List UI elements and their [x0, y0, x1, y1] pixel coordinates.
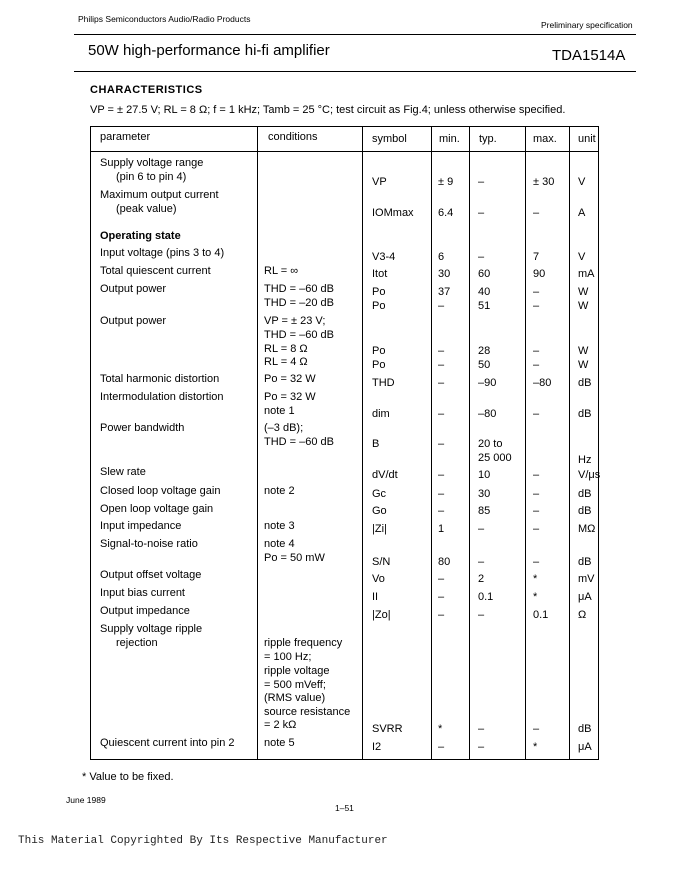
cell-parameter: (peak value): [116, 203, 177, 215]
cell-typ: 30: [478, 488, 491, 500]
cell-parameter: rejection: [116, 637, 158, 649]
cell-typ: 10: [478, 469, 491, 481]
cell-min: 6: [438, 251, 445, 263]
document-title: 50W high-performance hi-fi amplifier: [88, 42, 330, 59]
cell-min: –: [438, 609, 445, 621]
cell-max: –: [533, 207, 540, 219]
table-rule-bottom: [90, 759, 599, 760]
cell-max: –: [533, 523, 540, 535]
cell-symbol: |Zo|: [372, 609, 391, 621]
cell-parameter: Intermodulation distortion: [100, 391, 224, 403]
cell-unit: Hz: [578, 454, 592, 466]
cell-typ: –: [478, 176, 485, 188]
cell-symbol: IOMmax: [372, 207, 414, 219]
cell-typ: –: [478, 609, 485, 621]
cell-conditions: THD = –60 dB: [264, 329, 335, 341]
test-conditions: VP = ± 27.5 V; RL = 8 Ω; f = 1 kHz; Tamb = 25 °C; test circuit as Fig.4; unless otherwise specified.: [90, 104, 566, 116]
table-col-line: [90, 126, 91, 759]
cell-max: –80: [533, 377, 552, 389]
cell-conditions: = 500 mVeff;: [264, 679, 326, 691]
cell-parameter: Closed loop voltage gain: [100, 485, 221, 497]
cell-typ: –: [478, 741, 485, 753]
cell-symbol: THD: [372, 377, 395, 389]
cell-min: 80: [438, 556, 451, 568]
col-header-unit: unit: [578, 133, 596, 145]
cell-typ: –: [478, 207, 485, 219]
cell-typ: 51: [478, 300, 491, 312]
cell-min: –: [438, 469, 445, 481]
cell-unit: V: [578, 176, 586, 188]
cell-max: 7: [533, 251, 540, 263]
cell-typ: 0.1: [478, 591, 494, 603]
cell-unit: W: [578, 286, 589, 298]
table-rule-header: [90, 151, 599, 152]
cell-max: –: [533, 556, 540, 568]
cell-symbol: II: [372, 591, 379, 603]
col-header-parameter: parameter: [100, 131, 151, 143]
cell-min: 30: [438, 268, 451, 280]
cell-conditions: (RMS value): [264, 692, 326, 704]
cell-parameter: Signal-to-noise ratio: [100, 538, 198, 550]
cell-min: 1: [438, 523, 445, 535]
cell-typ: 60: [478, 268, 491, 280]
cell-unit: μA: [578, 741, 592, 753]
cell-max: 90: [533, 268, 546, 280]
cell-symbol: V3-4: [372, 251, 396, 263]
table-col-line: [525, 126, 526, 759]
cell-max: *: [533, 741, 538, 753]
cell-symbol: S/N: [372, 556, 391, 568]
cell-parameter: Power bandwidth: [100, 422, 185, 434]
cell-max: –: [533, 300, 540, 312]
cell-min: –: [438, 505, 445, 517]
cell-typ: 85: [478, 505, 491, 517]
cell-unit: mV: [578, 573, 595, 585]
cell-max: –: [533, 345, 540, 357]
cell-unit: μA: [578, 591, 592, 603]
col-header-min: min.: [439, 133, 460, 145]
cell-typ: –90: [478, 377, 497, 389]
cell-parameter: Output offset voltage: [100, 569, 202, 581]
cell-min: –: [438, 377, 445, 389]
cell-min: –: [438, 488, 445, 500]
cell-symbol: B: [372, 438, 380, 450]
cell-typ: –80: [478, 408, 497, 420]
cell-unit: V: [578, 251, 586, 263]
cell-unit: dB: [578, 723, 592, 735]
cell-unit: dB: [578, 408, 592, 420]
cell-conditions: RL = ∞: [264, 265, 299, 277]
col-header-symbol: symbol: [372, 133, 407, 145]
cell-conditions: = 2 kΩ: [264, 719, 297, 731]
cell-symbol: Po: [372, 359, 386, 371]
cell-max: 0.1: [533, 609, 549, 621]
cell-symbol: Po: [372, 286, 386, 298]
cell-parameter: Supply voltage range: [100, 157, 204, 169]
cell-conditions: ripple frequency: [264, 637, 343, 649]
cell-conditions: THD = –60 dB: [264, 283, 335, 295]
cell-parameter: (pin 6 to pin 4): [116, 171, 187, 183]
page-number: 1–51: [335, 803, 354, 813]
cell-conditions: Po = 50 mW: [264, 552, 325, 564]
copyright-notice: This Material Copyrighted By Its Respective Manufacturer: [18, 835, 388, 847]
cell-max: –: [533, 469, 540, 481]
cell-typ: –: [478, 251, 485, 263]
cell-max: –: [533, 286, 540, 298]
cell-parameter: Supply voltage ripple: [100, 623, 203, 635]
cell-symbol: |Zi|: [372, 523, 387, 535]
cell-max: ± 30: [533, 176, 555, 188]
cell-parameter: Total quiescent current: [100, 265, 211, 277]
cell-unit: MΩ: [578, 523, 596, 535]
table-col-line: [431, 126, 432, 759]
footer-date: June 1989: [66, 795, 106, 805]
cell-parameter: Input impedance: [100, 520, 182, 532]
cell-unit: dB: [578, 488, 592, 500]
company-name: Philips Semiconductors Audio/Radio Products: [78, 14, 251, 24]
table-col-line: [598, 126, 599, 759]
cell-typ: 28: [478, 345, 491, 357]
part-number: TDA1514A: [552, 47, 626, 64]
cell-max: –: [533, 359, 540, 371]
cell-unit: W: [578, 345, 589, 357]
cell-parameter: Operating state: [100, 230, 181, 242]
cell-max: *: [533, 573, 538, 585]
cell-min: 6.4: [438, 207, 454, 219]
cell-conditions: ripple voltage: [264, 665, 330, 677]
cell-symbol: I2: [372, 741, 382, 753]
cell-symbol: Go: [372, 505, 387, 517]
cell-parameter: Total harmonic distortion: [100, 373, 220, 385]
cell-conditions: VP = ± 23 V;: [264, 315, 326, 327]
cell-parameter: Output power: [100, 315, 167, 327]
col-header-conditions: conditions: [268, 131, 318, 143]
cell-unit: dB: [578, 505, 592, 517]
document-status: Preliminary specification: [541, 20, 633, 30]
table-col-line: [469, 126, 470, 759]
cell-unit: W: [578, 359, 589, 371]
cell-min: 37: [438, 286, 451, 298]
cell-typ: 25 000: [478, 452, 512, 464]
cell-max: –: [533, 408, 540, 420]
footnote: * Value to be fixed.: [82, 771, 174, 783]
cell-parameter: Input voltage (pins 3 to 4): [100, 247, 225, 259]
cell-min: *: [438, 723, 443, 735]
cell-min: –: [438, 438, 445, 450]
cell-min: –: [438, 300, 445, 312]
header-rule-top: [74, 34, 636, 35]
table-col-line: [257, 126, 258, 759]
cell-unit: V/μs: [578, 469, 601, 481]
cell-typ: 40: [478, 286, 491, 298]
cell-parameter: Output impedance: [100, 605, 190, 617]
cell-parameter: Quiescent current into pin 2: [100, 737, 235, 749]
cell-unit: Ω: [578, 609, 587, 621]
cell-symbol: Vo: [372, 573, 385, 585]
cell-parameter: Output power: [100, 283, 167, 295]
cell-conditions: note 4: [264, 538, 295, 550]
cell-conditions: THD = –20 dB: [264, 297, 335, 309]
cell-typ: 20 to: [478, 438, 503, 450]
cell-unit: dB: [578, 556, 592, 568]
cell-unit: W: [578, 300, 589, 312]
table-col-line: [569, 126, 570, 759]
header-rule-bottom: [74, 71, 636, 72]
cell-conditions: note 2: [264, 485, 295, 497]
cell-conditions: source resistance: [264, 706, 351, 718]
cell-max: –: [533, 723, 540, 735]
cell-unit: A: [578, 207, 586, 219]
cell-min: –: [438, 345, 445, 357]
cell-conditions: THD = –60 dB: [264, 436, 335, 448]
cell-unit: dB: [578, 377, 592, 389]
col-header-typ: typ.: [479, 133, 497, 145]
cell-conditions: note 3: [264, 520, 295, 532]
cell-typ: –: [478, 523, 485, 535]
table-col-line: [362, 126, 363, 759]
cell-parameter: Open loop voltage gain: [100, 503, 214, 515]
cell-conditions: note 5: [264, 737, 295, 749]
cell-min: –: [438, 573, 445, 585]
cell-parameter: Maximum output current: [100, 189, 219, 201]
table-rule-top: [90, 126, 599, 127]
cell-min: –: [438, 591, 445, 603]
cell-min: –: [438, 741, 445, 753]
cell-typ: 50: [478, 359, 491, 371]
cell-conditions: Po = 32 W: [264, 391, 316, 403]
cell-symbol: dim: [372, 408, 390, 420]
section-heading: CHARACTERISTICS: [90, 84, 203, 96]
col-header-max: max.: [533, 133, 557, 145]
cell-conditions: RL = 4 Ω: [264, 356, 308, 368]
cell-conditions: = 100 Hz;: [264, 651, 312, 663]
cell-typ: –: [478, 723, 485, 735]
cell-parameter: Slew rate: [100, 466, 146, 478]
cell-symbol: Po: [372, 300, 386, 312]
cell-conditions: note 1: [264, 405, 295, 417]
cell-conditions: Po = 32 W: [264, 373, 316, 385]
cell-max: –: [533, 505, 540, 517]
cell-min: –: [438, 408, 445, 420]
cell-max: –: [533, 488, 540, 500]
cell-min: –: [438, 359, 445, 371]
cell-symbol: Po: [372, 345, 386, 357]
cell-conditions: RL = 8 Ω: [264, 343, 308, 355]
cell-unit: mA: [578, 268, 595, 280]
cell-max: *: [533, 591, 538, 603]
cell-symbol: Gc: [372, 488, 387, 500]
cell-typ: 2: [478, 573, 485, 585]
cell-symbol: Itot: [372, 268, 388, 280]
cell-symbol: dV/dt: [372, 469, 398, 481]
cell-conditions: (–3 dB);: [264, 422, 304, 434]
cell-typ: –: [478, 556, 485, 568]
cell-min: ± 9: [438, 176, 454, 188]
cell-symbol: VP: [372, 176, 387, 188]
cell-parameter: Input bias current: [100, 587, 185, 599]
cell-symbol: SVRR: [372, 723, 403, 735]
